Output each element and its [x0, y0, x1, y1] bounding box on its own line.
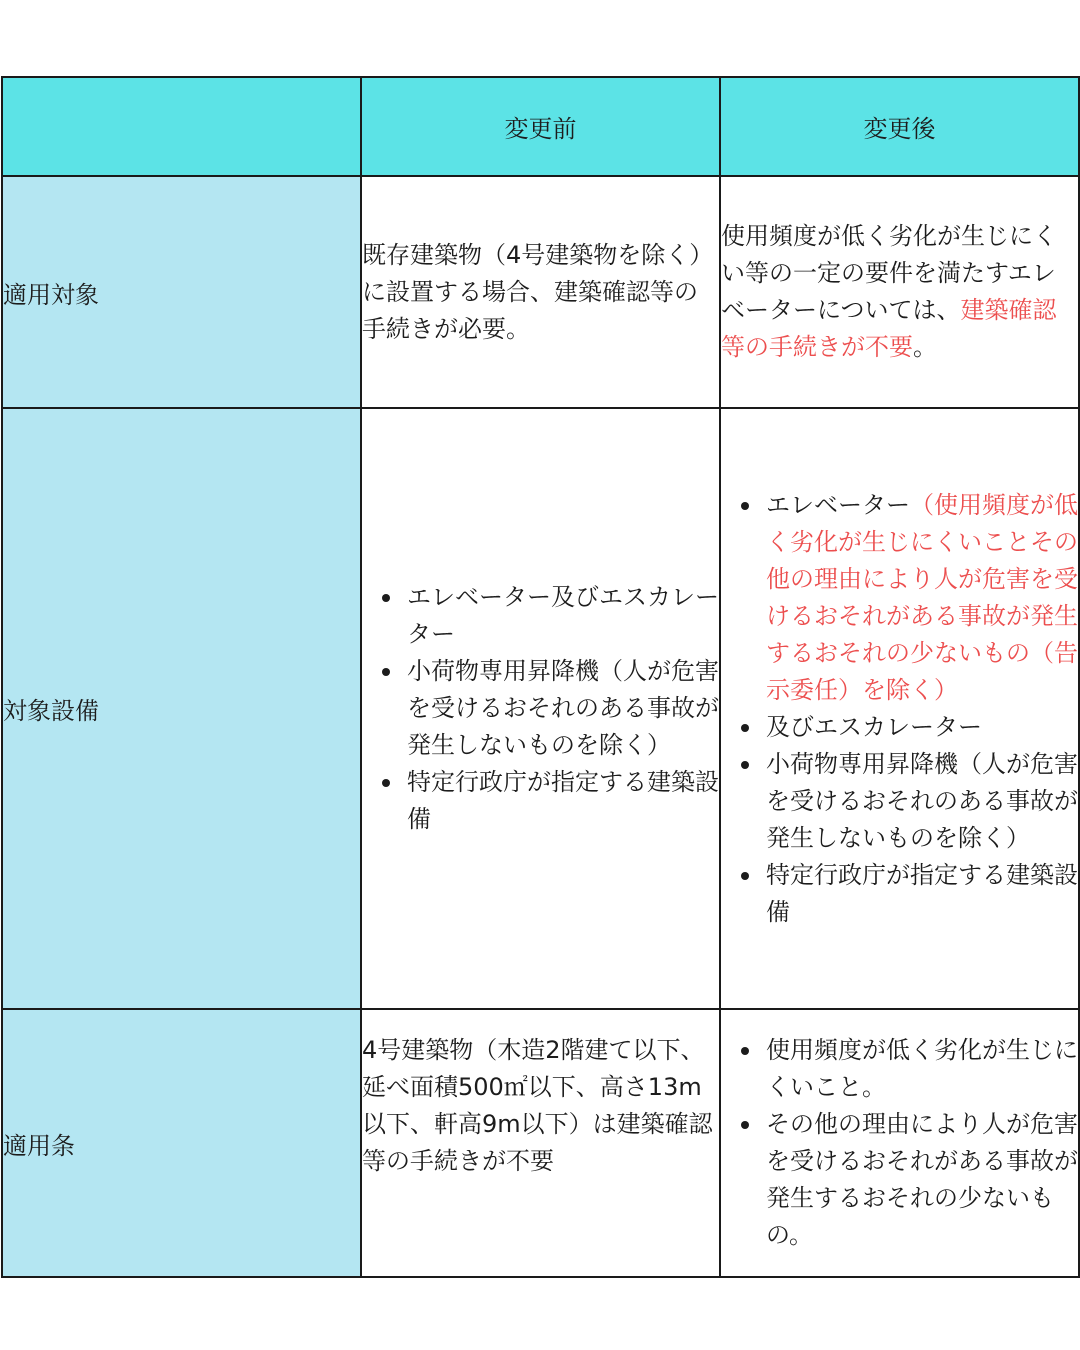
elevator-label: エレベーター [766, 490, 910, 519]
scope-before-text: 既存建築物（4号建築物を除く）に設置する場合、建築確認等の手続きが必要。 [362, 240, 714, 343]
list-item: 特定行政庁が指定する建築設備 [362, 764, 719, 838]
conditions-before-text: 4号建築物（木造2階建て以下、延べ面積500㎡以下、高さ13m以下、軒高9m以下）は建築確認等の手続きが不要 [362, 1036, 713, 1175]
header-after: 変更後 [720, 77, 1079, 176]
list-item: 及びエスカレーター [721, 709, 1078, 746]
conditions-before-cell [361, 1009, 720, 1277]
equipment-after-cell [720, 408, 1079, 1009]
list-item: 小荷物専用昇降機（人が危害を受けるおそれのある事故が発生しないものを除く） [721, 746, 1078, 857]
row-label-scope: 適用対象 [2, 176, 361, 408]
equipment-after-list [721, 487, 1078, 931]
row-label-equipment: 対象設備 [2, 408, 361, 1009]
equipment-before-list [362, 579, 719, 838]
table-row [2, 408, 1079, 1009]
comparison-table [1, 76, 1080, 1278]
header-row [2, 77, 1079, 176]
header-before: 変更前 [361, 77, 720, 176]
list-item: エレベーター及びエスカレーター [362, 579, 719, 653]
equipment-before-cell [361, 408, 720, 1009]
list-item: その他の理由により人が危害を受けるおそれがある事故が発生するおそれの少ないもの。 [721, 1106, 1078, 1254]
list-item [721, 487, 1078, 709]
list-item: 使用頻度が低く劣化が生じにくいこと。 [721, 1032, 1078, 1106]
table-row [2, 176, 1079, 408]
scope-after-text: 使用頻度が低く劣化が生じにくい等の一定の要件を満たすエレベーターについては、 [721, 222, 1057, 324]
conditions-after-list [721, 1032, 1078, 1254]
elevator-exception-highlight: （使用頻度が低く劣化が生じにくいことその他の理由により人が危害を受けるおそれがある事故が発生するおそれの少ないもの（告示委任）を除く） [766, 490, 1078, 704]
scope-after-cell [720, 176, 1079, 408]
table-row [2, 1009, 1079, 1277]
list-item: 小荷物専用昇降機（人が危害を受けるおそれのある事故が発生しないものを除く） [362, 653, 719, 764]
scope-after-period: 。 [913, 333, 937, 361]
header-blank-cell [2, 77, 361, 176]
scope-after-highlight: 建築確認等の手続きが不要 [721, 296, 1057, 361]
list-item: 特定行政庁が指定する建築設備 [721, 857, 1078, 931]
scope-before-cell [361, 176, 720, 408]
conditions-after-cell [720, 1009, 1079, 1277]
row-label-conditions: 適用条 [2, 1009, 361, 1277]
